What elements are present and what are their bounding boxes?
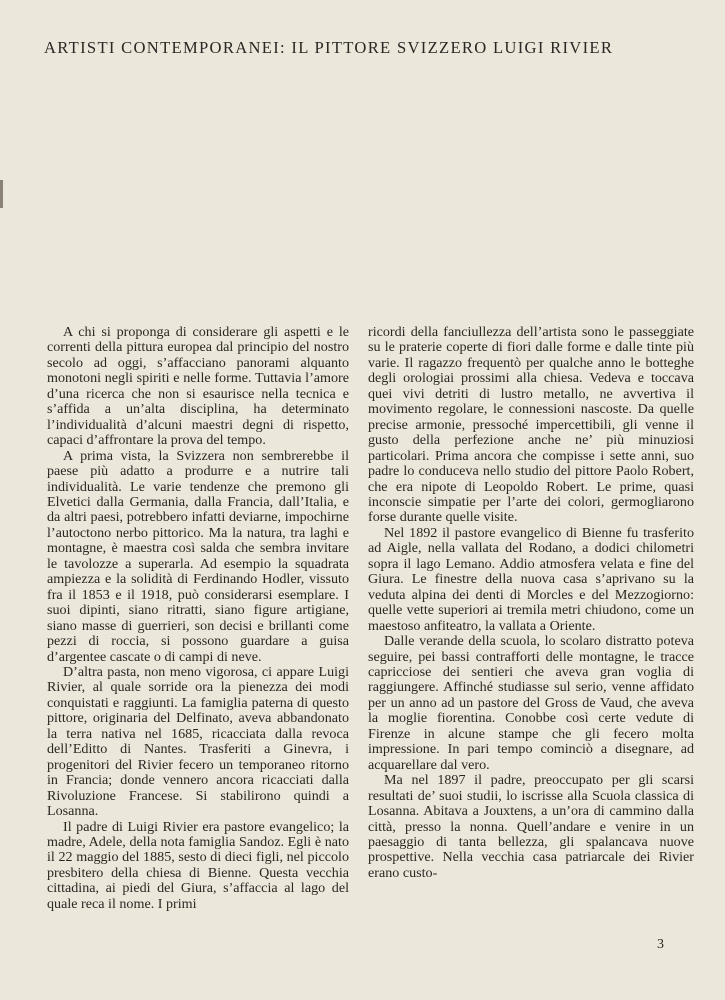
page-edge-mark xyxy=(0,180,3,208)
right-column xyxy=(368,325,694,881)
paragraph: A prima vista, la Svizzera non sembrerebbe il paese più adatto a produrre e a nutrire tali individualità. Le varie tendenze che premono gli Elvetici dalla Germania, dalla Francia, dall’Italia, e da altri paesi, potrebbero infatti deviarne, impochirne l’autoctono nerbo pittorico. Ma la natura, tra laghi e montagne, è maestra così salda che sembra invitare le tavolozze a superarla. Ad esempio la squadrata ampiezza e la solidità di Ferdinando Hodler, vissuto fra il 1853 e il 1918, può considerarsi esemplare. I suoi dipinti, siano ritratti, siano figure artigiane, siano masse di guerrieri, son decisi e brillanti come pezzi di roccia, si possono guardare a guisa d’argentee cascate o di campi di neve. xyxy=(47,447,349,665)
paragraph: Ma nel 1897 il padre, preoccupato per gli scarsi resultati de’ suoi studii, lo iscrisse alla Scuola classica di Losanna. Abitava a Jouxtens, a un’ora di cammino dalla città, presso la nonna. Quell’andare e venire in un paesaggio di tanta bellezza, gli spalancava nuove prospettive. Nella vecchia casa patriarcale dei Rivier erano custo- xyxy=(368,772,694,881)
article-header: ARTISTI CONTEMPORANEI: IL PITTORE SVIZZERO LUIGI RIVIER xyxy=(44,38,614,57)
paragraph: ricordi della fanciullezza dell’artista sono le passeggiate su le praterie coperte di fiori dalle forme e dalle tinte più varie. Il ragazzo frequentò per qualche anno le botteghe degli orologiai prossimi alla chiesa. Vedeva e toccava quei vivi detriti di lustro metallo, ne avvertiva il movimento regolare, le connessioni nascoste. Da quelle precise armonie, pressoché impercettibili, gli venne il gusto della perfezione anche ne’ più minuziosi particolari. Prima ancora che compisse i sette anni, suo padre lo conduceva nello studio del pittore Paolo Robert, che era nipote di Leopoldo Robert. Le prime, quasi inconscie simpatie per l’arte dei colori, germogliarono forse durante quelle visite. xyxy=(368,324,694,526)
paragraph: Nel 1892 il pastore evangelico di Bienne fu trasferito ad Aigle, nella vallata del Rodano, a dodici chilometri sopra il lago Lemano. Addio atmosfera velata e fine del Giura. Le finestre della nuova casa s’aprivano su la veduta alpina dei denti di Morcles e del Mezzogiorno: quelle vette superiori ai tremila metri chiudono, come un maestoso anfiteatro, la vallata a Oriente. xyxy=(368,524,694,634)
page-number: 3 xyxy=(657,937,664,952)
left-column xyxy=(47,325,349,912)
paragraph: D’altra pasta, non meno vigorosa, ci appare Luigi Rivier, al quale sorride ora la pienezza dei modi conquistati e raggiunti. La famiglia paterna di questo pittore, originaria del Delfinato, aveva abbandonato la terra nativa nel 1685, ricacciata dalla revoca dell’Editto di Nantes. Trasferiti a Ginevra, i progenitori del Rivier fecero un temporaneo ritorno in Francia; donde vennero ancora ricacciati dalla Rivoluzione Francese. Si stabilirono quindi a Losanna. xyxy=(47,663,349,820)
paragraph: A chi si proponga di considerare gli aspetti e le correnti della pittura europea dal principio del nostro secolo ad oggi, s’affacciano panorami alquanto monotoni negli spiriti e nelle forme. Tuttavia l’amore d’una ricerca che non si esaurisce nella tecnica e s’affida a un’alta disciplina, ha determinato l’individualità d’alcuni maestri degni di rispetto, capaci d’affrontare la prova del tempo. xyxy=(47,324,349,449)
paragraph: Il padre di Luigi Rivier era pastore evangelico; la madre, Adele, della nota famiglia Sandoz. Egli è nato il 22 maggio del 1885, sesto di dieci figli, nel piccolo presbitero della chiesa di Bienne. Questa vecchia cittadina, ai piedi del Giura, s’affaccia al lago del quale reca il nome. I primi xyxy=(47,818,349,912)
paragraph: Dalle verande della scuola, lo scolaro distratto poteva seguire, pei bassi contrafforti delle montagne, le tracce capricciose dei sentieri che aveva gran voglia di raggiungere. Affinché studiasse sul serio, venne affidato per un anno ad un pastore del Gross de Vaud, che aveva la moglie fiorentina. Conobbe così certe vedute di Firenze in alcune stampe che gli fecero molta impressione. In pari tempo cominciò a disegnare, ad acquarellare dal vero. xyxy=(368,633,694,773)
